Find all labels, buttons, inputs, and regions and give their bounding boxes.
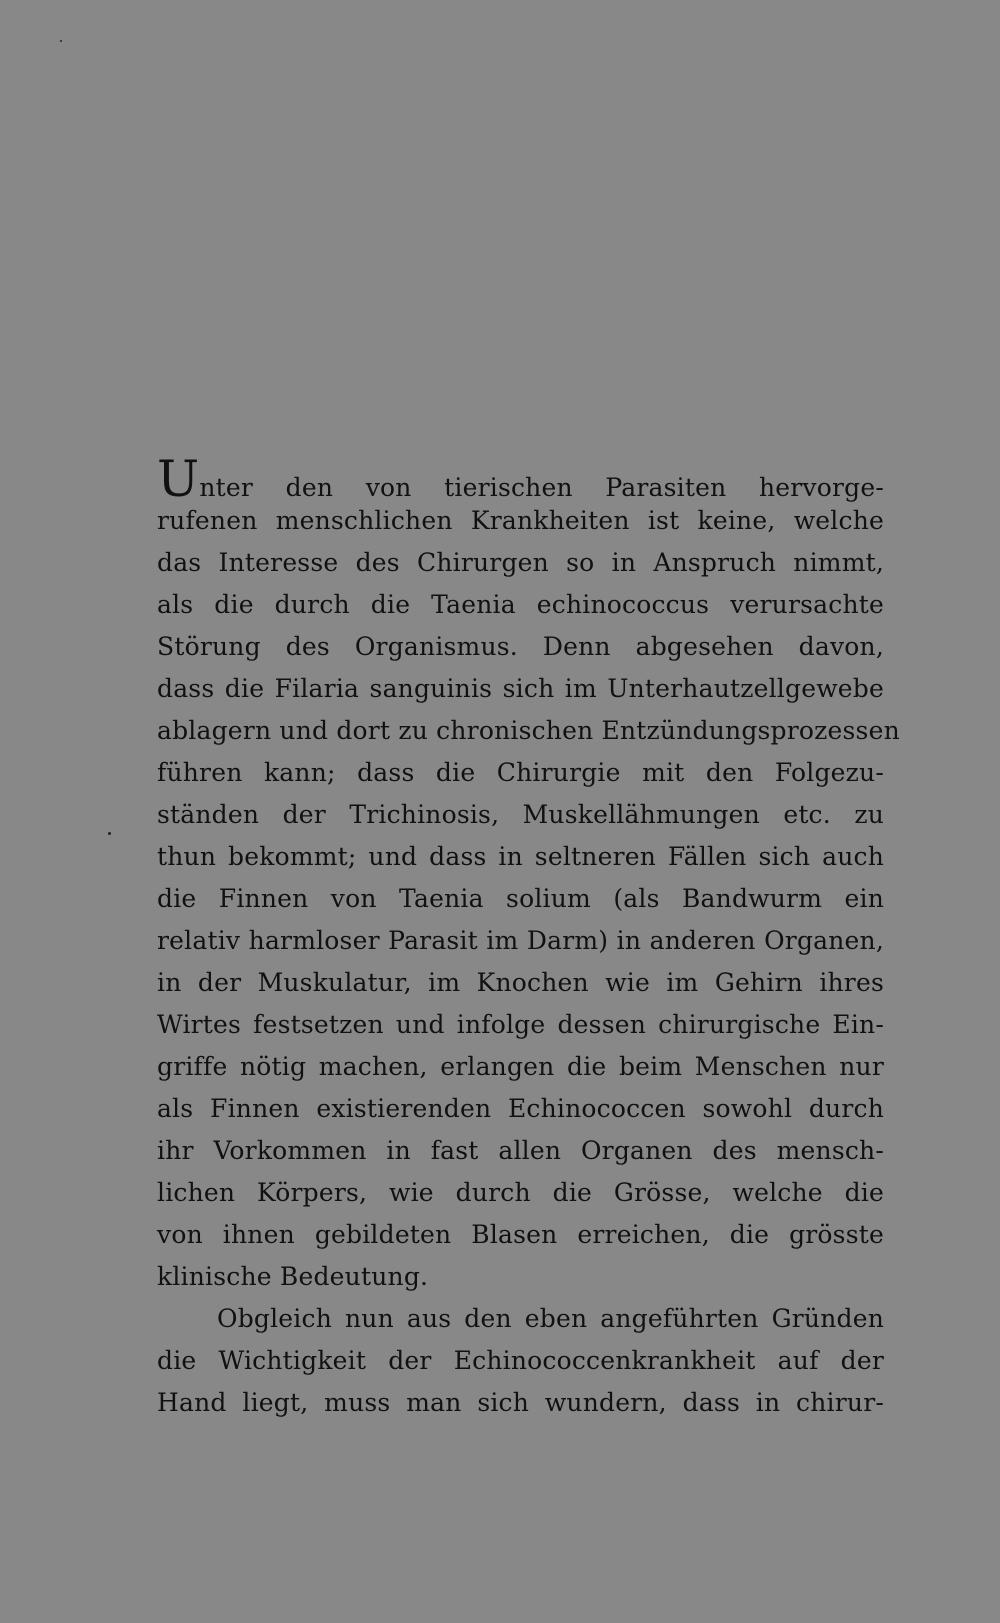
text-line: ihr Vorkommen in fast allen Organen des mensch- bbox=[157, 1136, 884, 1165]
text-line: lichen Körpers, wie durch die Grösse, welche die bbox=[157, 1178, 884, 1207]
text-line: klinische Bedeutung. bbox=[157, 1262, 429, 1291]
drop-initial: U bbox=[157, 450, 200, 508]
text-line: ablagern und dort zu chronischen Entzündungsprozessen bbox=[157, 716, 900, 745]
text-line: Störung des Organismus. Denn abgesehen davon, bbox=[157, 632, 884, 661]
text-line: die Finnen von Taenia solium (als Bandwurm ein bbox=[157, 884, 884, 913]
text-line: rufenen menschlichen Krankheiten ist keine, welche bbox=[157, 506, 884, 535]
text-line: in der Muskulatur, im Knochen wie im Gehirn ihres bbox=[157, 968, 884, 997]
text-line: ständen der Trichinosis, Muskellähmungen etc. zu bbox=[157, 800, 884, 829]
text-line: Unter den von tierischen Parasiten hervorge- bbox=[157, 450, 884, 508]
text-line: Hand liegt, muss man sich wundern, dass in chirur- bbox=[157, 1388, 884, 1417]
body-text bbox=[157, 450, 900, 1424]
text-line: von ihnen gebildeten Blasen erreichen, die grösste bbox=[157, 1220, 884, 1249]
text-line: relativ harmloser Parasit im Darm) in anderen Organen, bbox=[157, 926, 884, 955]
text-line: als die durch die Taenia echinococcus verursachte bbox=[157, 590, 884, 619]
text-line: Wirtes festsetzen und infolge dessen chirurgische Ein- bbox=[157, 1010, 884, 1039]
text-line: Obgleich nun aus den eben angeführten Gründen bbox=[217, 1304, 884, 1333]
text-line: als Finnen existierenden Echinococcen sowohl durch bbox=[157, 1094, 884, 1123]
text-line: führen kann; dass die Chirurgie mit den Folgezu- bbox=[157, 758, 884, 787]
text-line: griffe nötig machen, erlangen die beim Menschen nur bbox=[157, 1052, 884, 1081]
text-line: dass die Filaria sanguinis sich im Unterhautzellgewebe bbox=[157, 674, 884, 703]
text-line: das Interesse des Chirurgen so in Anspruch nimmt, bbox=[157, 548, 884, 577]
paper-speck bbox=[108, 832, 111, 835]
paper-speck bbox=[60, 40, 62, 42]
text-line: thun bekommt; und dass in seltneren Fällen sich auch bbox=[157, 842, 884, 871]
text-line: die Wichtigkeit der Echinococcenkrankheit auf der bbox=[157, 1346, 884, 1375]
